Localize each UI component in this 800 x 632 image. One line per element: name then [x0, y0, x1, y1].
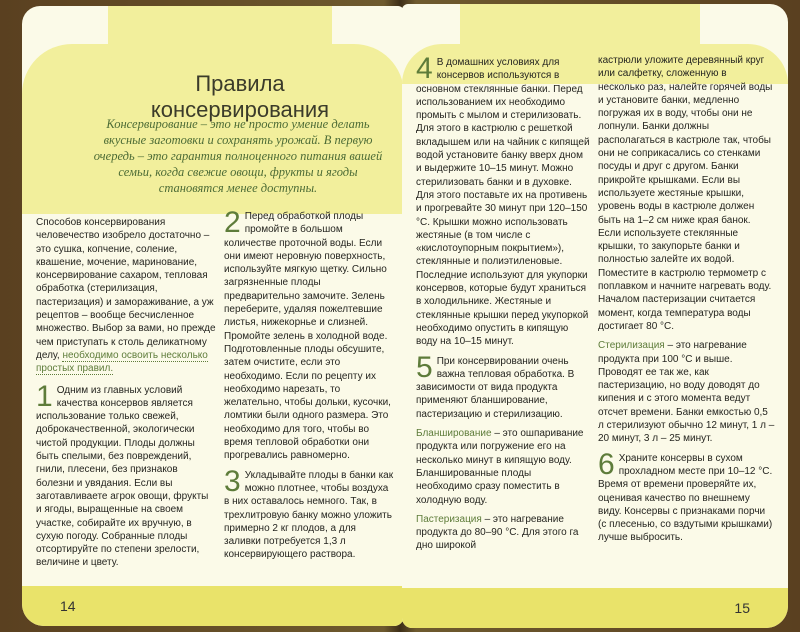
right-column-1	[416, 52, 590, 555]
rule-5-number: 5	[416, 350, 433, 384]
left-page	[22, 6, 404, 626]
rule-6	[598, 447, 776, 545]
rule-1	[36, 379, 216, 570]
page-title	[140, 71, 340, 123]
right-page	[402, 4, 788, 628]
blanching-text: – это ошпаривание продукта или погружение его на несколько минут в кипящую воду. Бланшированные плоды необходимо сразу поместить в холодную воду.	[416, 428, 584, 506]
rule-3	[224, 464, 394, 562]
title-line-1: Правила	[195, 70, 285, 96]
rule-3-text: Укладывайте плоды в банки как можно плотнее, чтобы воздуха в них оставалось немного. Так, в трехлитровую банку можно уложить примерно 2 кг плодов, а для заливки потребуется 1,3 л консервирующего раствора.	[224, 469, 394, 561]
blanching-paragraph	[416, 427, 590, 507]
bottom-band-left	[22, 586, 404, 626]
rule-4-number: 4	[416, 52, 433, 85]
rule-4	[416, 52, 590, 349]
blanching-term: Бланширование	[416, 428, 492, 440]
pasteurization-continued: кастрюли уложите деревянный круг или салфетку, сложенную в несколько раз, налейте горячей воды и установите банки, медленно погружая их в воду, чтобы они не лопнули. Банки должны располагаться в кастрюле так, чтобы они не соприкасались со стенками посуды и друг с другом. Банки прикройте крышками. Если вы используете жестяные крышки, уровень воды в кастрюле должен быть на 1–2 см ниже края банок. Если используете стеклянные крышки, то закупорьте банки и полностью залейте их водой. Поместите в кастрюлю термометр с поплавком и начните нагревать воду. Началом пастеризации считается момент, когда температура воды достигает 80 °С.	[598, 55, 773, 332]
right-column-2	[598, 54, 776, 547]
methods-text: Способов консервирования человечество изобрело достаточно – это сушка, копчение, соление, квашение, мочение, маринование, консервирование сахаром, тепловая обработка (стерилизация, пастеризация) и замораживание, а уж рецептов – вообще бесчисленное множество. Выбор за вами, но прежде чем приступать к столь деликатному делу,	[36, 217, 216, 361]
rule-4-text: В домашних условиях для консервов используются в основном стеклянные банки. Перед использованием их необходимо промыть с мылом и стерилизовать. Для этого в кастрюлю с решеткой вкладышем или на чайник с кипящей водой установите банку вверх дном и выдержите 10–15 минут. Можно стерилизовать банки и в духовке. Для этого поставьте их на противень и прогревайте 30 минут при 120–150 °С. Крышки можно использовать жестяные (в том числе с «кислотоупорным покрытием»), стеклянные и полиэтиленовые. Последние используют для укупорки консервов, которые будут храниться в холодильнике. Жестяные и стеклянные крышки перед укупоркой необходимо опустить в кипящую воду на 10–15 минут.	[416, 57, 590, 348]
bottom-band-right	[402, 588, 788, 628]
intro-text: Консервирование – это не просто умение делать вкусные заготовки и сохранять урожай. В первую очередь – это гарантия полноценного питания вашей семьи, когда свежие овощи, фрукты и ягоды становятся менее доступны.	[93, 117, 383, 195]
pasteurization-term: Пастеризация	[416, 513, 482, 525]
rule-2-text: Перед обработкой плоды промойте в большом количестве проточной воды. Если они имеют неровную поверхность, используйте мягкую щетку. Сильно загрязненные плоды предварительно замочите. Зелень переберите, удаляя пожелтевшие листья, нижекорнье и слизней. Промойте зелень в холодной воде. Подготовленные плоды обсушите, затем очистите, если это необходимо. Если по рецепту их необходимо нарезать, то желательно, чтобы дольки, кусочки, ломтики были одного размера. Это необходимо для того, чтобы во время тепловой обработки они прогревались равномерно.	[224, 211, 391, 462]
sterilization-paragraph	[598, 339, 776, 445]
rules-highlight: необходимо освоить несколько простых правил.	[36, 349, 208, 375]
rule-1-text: Одним из главных условий качества консервов является использование только свежей, доброкачественной, экологически чистой продукции. Плоды должны быть спелыми, без повреждений, гнили, плесени, без признаков болезни и увядания. Если вы заготавливаете агрок овощи, фрукты и ягоды, выращенные на своем участке, собирайте их вручную, в сухую погоду. Собранные плоды отсортируйте по степени зрелости, величине и цвету.	[36, 384, 209, 569]
jar-neck-left	[108, 6, 332, 64]
rule-2-number: 2	[224, 206, 241, 239]
rule-3-number: 3	[224, 464, 241, 498]
pasteurization-paragraph	[416, 513, 590, 553]
rule-1-number: 1	[36, 379, 53, 413]
paragraph-methods	[36, 216, 216, 376]
title-line-2: консервирования	[150, 96, 330, 122]
sterilization-term: Стерилизация	[598, 340, 665, 352]
left-column-1	[36, 216, 216, 572]
left-column-2	[224, 206, 394, 564]
pasteurization-text: – это нагревание продукта до 80–90 °С. Для этого га дно широкой	[416, 513, 579, 552]
page-number-right: 15	[734, 600, 750, 616]
rule-6-number: 6	[598, 447, 615, 481]
page-number-left: 14	[60, 598, 76, 614]
sterilization-text: – это нагревание продукта при 100 °С и выше. Проводят ее так же, как пастеризацию, но воду доводят до кипения и с этого момента ведут отсчет времени. Банки емкостью 0,5 л стерилизуют обычно 12 минут, 1 л – 20 минут, 3 л – 25 минут.	[598, 340, 775, 445]
rule-5	[416, 350, 590, 421]
rule-5-text: При консервировании очень важна тепловая обработка. В зависимости от вида продукта применяют бланширование, пастеризацию и стерилизацию.	[416, 355, 575, 420]
rule-2	[224, 206, 394, 463]
rule-6-text: Храните консервы в сухом прохладном месте при 10–12 °С. Время от времени проверяйте их, оценивая качество по внешнему виду. Консервы с признаками порчи (с плесенью, со вздутыми крышками) лучше выбросить.	[598, 452, 773, 544]
